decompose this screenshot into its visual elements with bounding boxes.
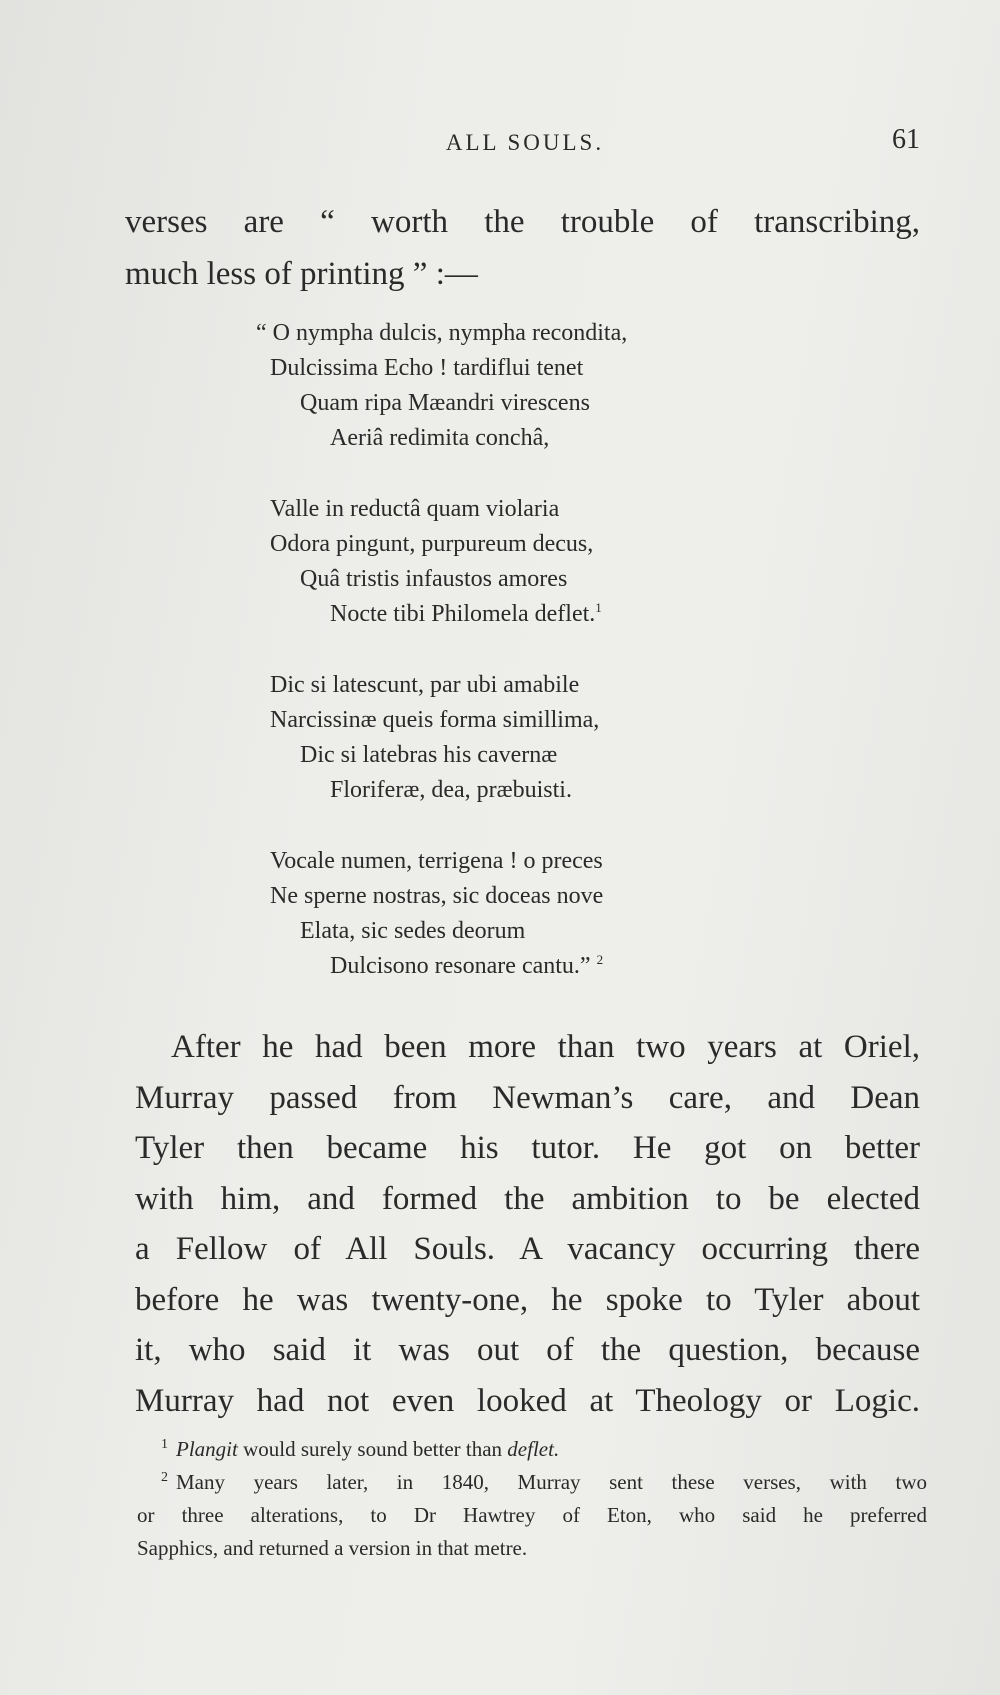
poem-stanza [270,844,770,984]
footnote-text: Sapphics, and returned a version in that metre. [137,1536,528,1560]
poem-line: Quâ tristis infaustos amores [300,566,568,592]
poem-line [270,949,770,984]
poem-line: Floriferæ, dea, præbuisti. [330,777,572,803]
poem-stanza [256,316,770,456]
footnote-text: would surely sound better than [237,1437,508,1461]
text-line: it, who said it was out of the question, because [135,1332,920,1368]
text-line: before he was twenty-one, he spoke to Tyler about [135,1281,920,1318]
footnotes [137,1433,927,1565]
footnote-italic: Plangit [176,1437,238,1461]
text-line: a Fellow of All Souls. A vacancy occurring there [135,1231,920,1267]
poem-line: Dic si latescunt, par ubi amabile [270,672,580,698]
poem-line: Vocale numen, terrigena ! o preces [270,848,603,874]
page-number: 61 [892,124,920,155]
footnote-italic: deflet. [507,1437,560,1461]
poem-stanza [270,668,770,808]
running-title: ALL SOULS. [445,130,605,155]
footnote-text: Many years later, in 1840, Murray sent these verses, with two [176,1470,927,1494]
poem-line [270,597,770,632]
footnote-2 [137,1466,927,1499]
text-line: Murray passed from Newman’s care, and Dean [135,1079,920,1116]
poem-line: “ O nympha dulcis, nympha recondita, [256,320,628,346]
poem-line: Narcissinæ queis forma simillima, [270,707,600,733]
poem-line: Dic si latebras his cavernæ [300,742,558,768]
footnote-1 [137,1433,927,1466]
poem-line: Ne sperne nostras, sic doceas nove [270,883,604,909]
poem-line: Quam ripa Mæandri virescens [300,390,590,416]
text-line: much less of printing ” :— [125,256,478,292]
poem-line-text: Dulcisono resonare cantu.” [330,953,591,979]
footnote-mark: 1 [161,1437,168,1452]
text-line: After he had been more than two years at Oriel, [171,1029,920,1065]
footnote-text: or three alterations, to Dr Hawtrey of Eton, who said he preferred [137,1503,927,1527]
poem-line: Odora pingunt, purpureum decus, [270,531,594,557]
text-line: with him, and formed the ambition to be elected [135,1180,920,1217]
text-line: Murray had not even looked at Theology or Logic. [135,1382,920,1419]
poem-line: Aeriâ redimita conchâ, [330,425,550,451]
text-line: verses are “ worth the trouble of transcribing, [125,204,920,240]
footnote-reference: 1 [595,600,602,615]
main-paragraph [135,1022,920,1426]
running-head [130,124,920,168]
poem-line-text: Nocte tibi Philomela deflet. [330,601,596,627]
footnote-reference: 2 [596,952,604,967]
poem-line: Dulcissima Echo ! tardiflui tenet [270,355,584,381]
poem-line: Valle in reductâ quam violaria [270,496,560,522]
lead-text [125,196,920,300]
poem-line: Elata, sic sedes deorum [300,918,526,944]
footnote-mark: 2 [161,1470,168,1485]
text-line: Tyler then became his tutor. He got on better [135,1130,920,1166]
latin-poem [256,316,770,1020]
poem-stanza [270,492,770,632]
